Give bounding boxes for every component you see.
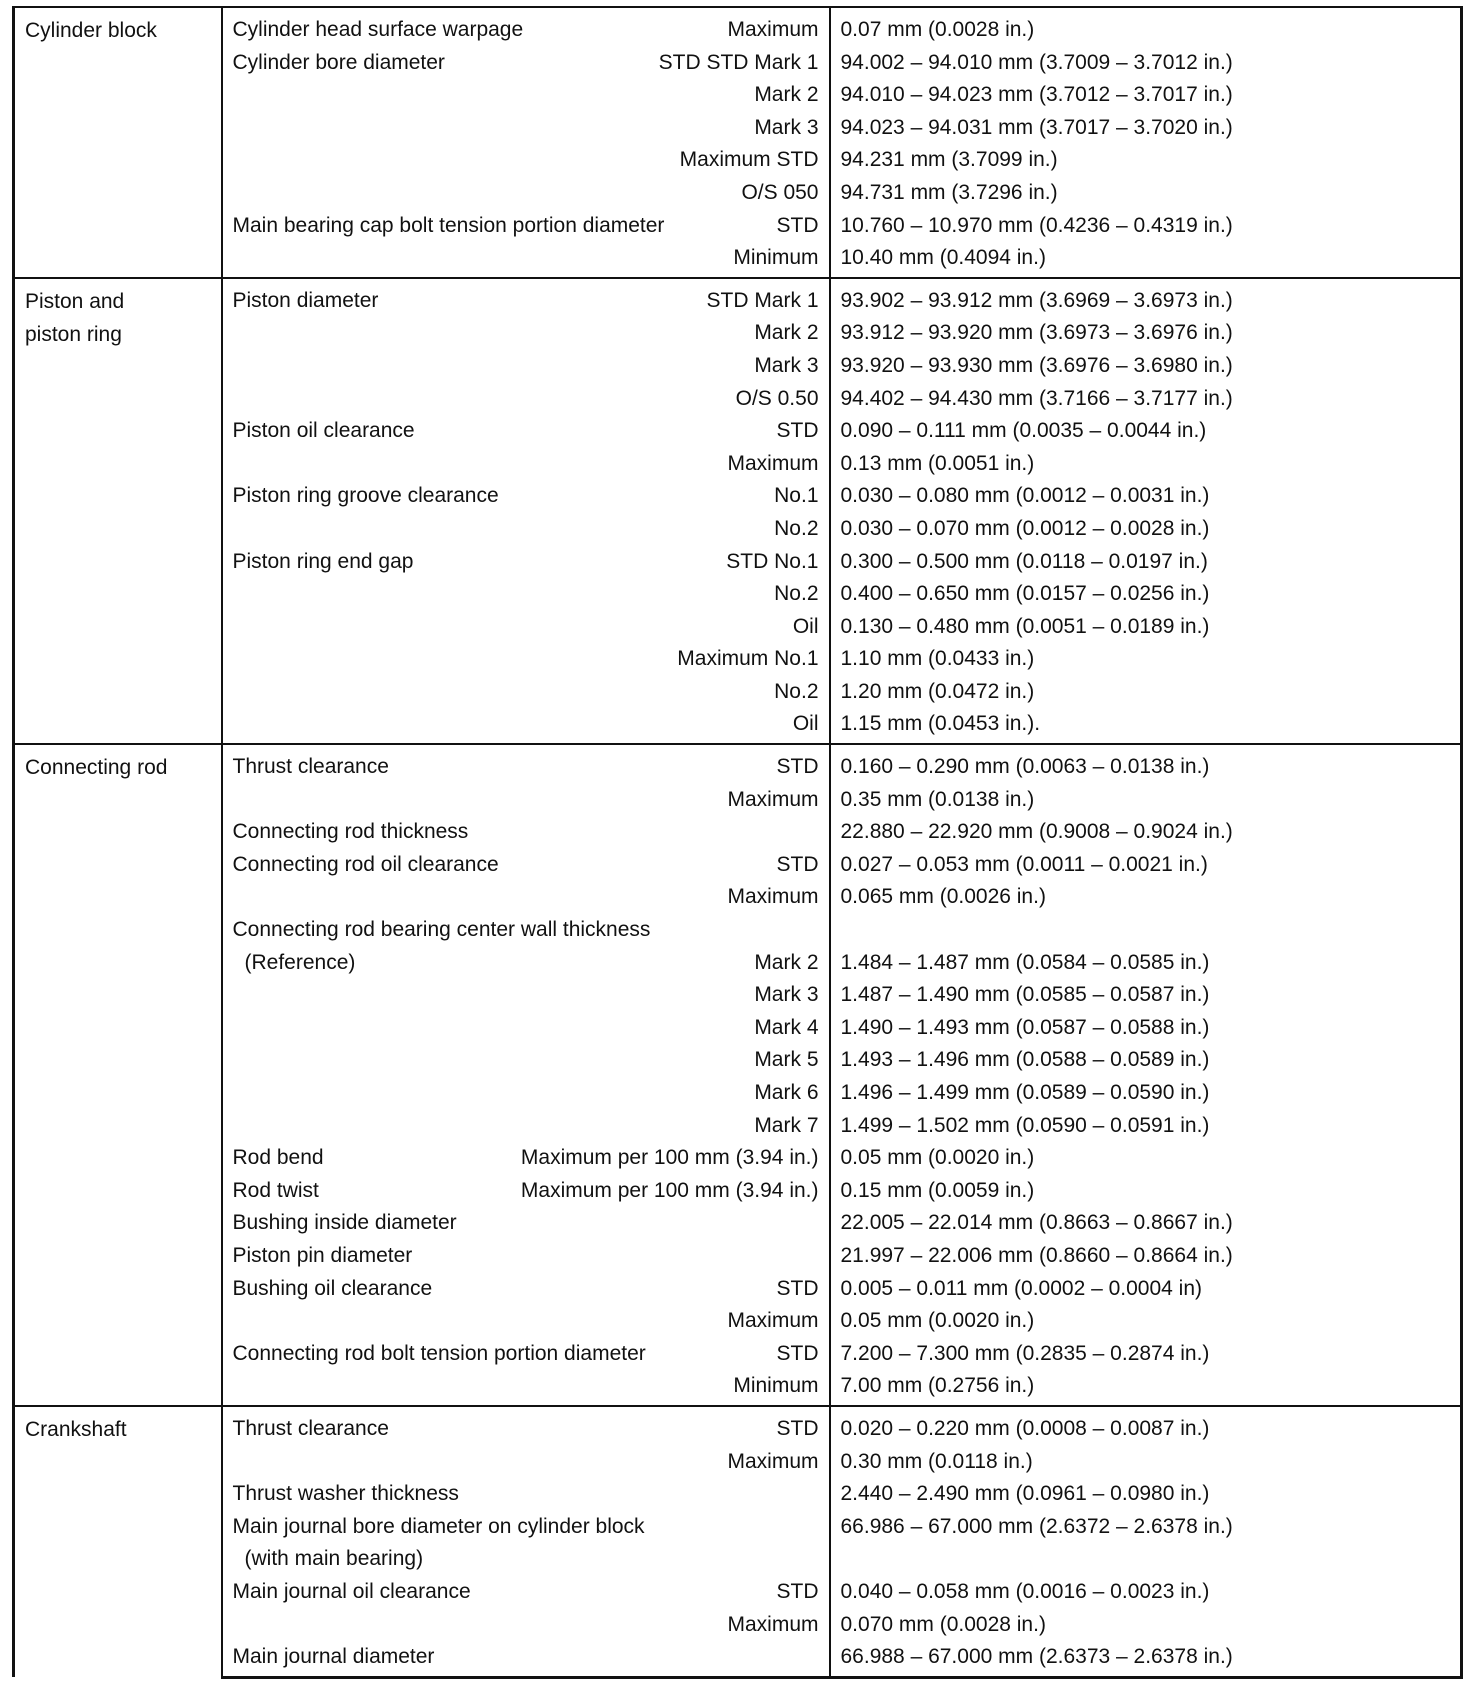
condition-label: Minimum xyxy=(733,1374,819,1398)
item-label: Connecting rod bolt tension portion diameter xyxy=(232,1341,646,1365)
spec-value: 94.002 – 94.010 mm (3.7009 – 3.7012 in.) xyxy=(830,47,1462,80)
spec-row xyxy=(14,112,1462,145)
spec-row xyxy=(14,79,1462,112)
item-line xyxy=(233,14,819,47)
spec-value: 94.231 mm (3.7099 in.) xyxy=(830,144,1462,177)
item-label: Thrust clearance xyxy=(232,755,389,779)
item-label: Main bearing cap bolt tension portion diameter xyxy=(232,213,665,237)
item-cell xyxy=(222,979,830,1012)
spec-row xyxy=(14,448,1462,481)
spec-value: 22.005 – 22.014 mm (0.8663 – 0.8667 in.) xyxy=(830,1207,1462,1240)
item-line xyxy=(233,611,819,644)
condition-label: STD xyxy=(776,1416,819,1440)
item-cell xyxy=(222,1511,830,1544)
condition-label: Maximum xyxy=(727,885,819,909)
spec-row xyxy=(14,480,1462,513)
item-cell xyxy=(222,480,830,513)
spec-value xyxy=(830,914,1462,947)
spec-value xyxy=(830,1543,1462,1576)
item-cell xyxy=(222,1478,830,1511)
spec-row xyxy=(14,914,1462,947)
item-label: Main journal oil clearance xyxy=(232,1579,471,1603)
item-cell xyxy=(222,7,830,47)
condition-label: Maximum per 100 mm (3.94 in.) xyxy=(520,1178,819,1202)
item-line xyxy=(233,350,819,383)
spec-row xyxy=(14,849,1462,882)
item-cell xyxy=(222,578,830,611)
spec-value: 7.200 – 7.300 mm (0.2835 – 0.2874 in.) xyxy=(830,1338,1462,1371)
spec-row xyxy=(14,676,1462,709)
condition-label: Maximum xyxy=(727,451,819,475)
spec-value: 0.05 mm (0.0020 in.) xyxy=(830,1305,1462,1338)
item-cell xyxy=(222,448,830,481)
item-line xyxy=(233,47,819,80)
item-line xyxy=(233,914,819,947)
item-cell xyxy=(222,676,830,709)
spec-value: 22.880 – 22.920 mm (0.9008 – 0.9024 in.) xyxy=(830,816,1462,849)
spec-value: 1.10 mm (0.0433 in.) xyxy=(830,643,1462,676)
item-cell xyxy=(222,1338,830,1371)
spec-value: 0.030 – 0.070 mm (0.0012 – 0.0028 in.) xyxy=(830,513,1462,546)
item-cell xyxy=(222,1240,830,1273)
spec-row xyxy=(14,1077,1462,1110)
spec-row xyxy=(14,1543,1462,1576)
spec-row xyxy=(14,1273,1462,1306)
spec-row xyxy=(14,1305,1462,1338)
item-line xyxy=(233,1446,819,1479)
category-label: Cylinder block xyxy=(14,7,222,278)
item-line xyxy=(233,1077,819,1110)
item-line xyxy=(233,285,819,318)
item-cell xyxy=(222,914,830,947)
item-line xyxy=(233,1012,819,1045)
spec-value: 94.402 – 94.430 mm (3.7166 – 3.7177 in.) xyxy=(830,383,1462,416)
item-label: Piston ring end gap xyxy=(232,549,414,573)
spec-value: 66.988 – 67.000 mm (2.6373 – 2.6378 in.) xyxy=(830,1641,1462,1677)
item-label: Piston oil clearance xyxy=(232,419,415,443)
item-cell xyxy=(222,144,830,177)
condition-label: Mark 2 xyxy=(754,321,819,345)
condition-label: Oil xyxy=(792,614,819,638)
item-cell xyxy=(222,1110,830,1143)
item-cell xyxy=(222,1609,830,1642)
item-line xyxy=(233,1338,819,1371)
spec-value: 94.010 – 94.023 mm (3.7012 – 3.7017 in.) xyxy=(830,79,1462,112)
item-line xyxy=(233,415,819,448)
condition-label: Mark 6 xyxy=(754,1081,819,1104)
condition-label: O/S 0.50 xyxy=(735,386,819,410)
item-line xyxy=(233,1413,819,1446)
item-line xyxy=(233,816,819,849)
spec-row xyxy=(14,1641,1462,1677)
spec-row xyxy=(14,1207,1462,1240)
item-cell xyxy=(222,210,830,243)
spec-value: 1.496 – 1.499 mm (0.0589 – 0.0590 in.) xyxy=(830,1077,1462,1110)
condition-label: STD Mark 1 xyxy=(706,288,819,312)
spec-value: 0.130 – 0.480 mm (0.0051 – 0.0189 in.) xyxy=(830,611,1462,644)
spec-value: 7.00 mm (0.2756 in.) xyxy=(830,1370,1462,1406)
spec-row xyxy=(14,546,1462,579)
item-cell xyxy=(222,513,830,546)
spec-value: 10.40 mm (0.4094 in.) xyxy=(830,242,1462,278)
condition-label: No.2 xyxy=(774,516,819,540)
spec-row xyxy=(14,1338,1462,1371)
condition-label: Mark 2 xyxy=(754,950,819,974)
item-cell xyxy=(222,1273,830,1306)
item-label: Main journal bore diameter on cylinder block xyxy=(232,1514,645,1538)
spec-value: 1.15 mm (0.0453 in.). xyxy=(830,708,1462,744)
spec-row xyxy=(14,1406,1462,1446)
item-label: (Reference) xyxy=(244,950,356,974)
spec-value: 0.027 – 0.053 mm (0.0011 – 0.0021 in.) xyxy=(830,849,1462,882)
spec-section xyxy=(14,1406,1462,1677)
spec-value: 1.493 – 1.496 mm (0.0588 – 0.0589 in.) xyxy=(830,1044,1462,1077)
condition-label: Mark 4 xyxy=(754,1015,819,1039)
item-label: Bushing inside diameter xyxy=(232,1211,457,1235)
spec-value: 0.070 mm (0.0028 in.) xyxy=(830,1609,1462,1642)
spec-row xyxy=(14,708,1462,744)
item-line xyxy=(233,708,819,741)
item-line xyxy=(233,210,819,243)
condition-label: Maximum xyxy=(727,1309,819,1333)
spec-value: 0.160 – 0.290 mm (0.0063 – 0.0138 in.) xyxy=(830,744,1462,784)
item-cell xyxy=(222,1543,830,1576)
item-line xyxy=(233,1511,819,1544)
item-label: Main journal diameter xyxy=(232,1645,435,1669)
category-label: Piston and piston ring xyxy=(14,278,222,744)
spec-row xyxy=(14,1609,1462,1642)
spec-value: 10.760 – 10.970 mm (0.4236 – 0.4319 in.) xyxy=(830,210,1462,243)
spec-row xyxy=(14,643,1462,676)
condition-label: Maximum No.1 xyxy=(677,647,819,671)
spec-value: 66.986 – 67.000 mm (2.6372 – 2.6378 in.) xyxy=(830,1511,1462,1544)
spec-value: 93.912 – 93.920 mm (3.6973 – 3.6976 in.) xyxy=(830,317,1462,350)
spec-row xyxy=(14,47,1462,80)
item-line xyxy=(233,1207,819,1240)
condition-label: Maximum per 100 mm (3.94 in.) xyxy=(520,1146,819,1170)
item-line xyxy=(233,1273,819,1306)
item-line xyxy=(233,1543,819,1576)
spec-value: 0.300 – 0.500 mm (0.0118 – 0.0197 in.) xyxy=(830,546,1462,579)
item-cell xyxy=(222,881,830,914)
item-label: Connecting rod bearing center wall thickness xyxy=(232,918,651,942)
item-label: Piston diameter xyxy=(232,288,379,312)
item-line xyxy=(233,1576,819,1609)
item-cell xyxy=(222,1305,830,1338)
item-line xyxy=(233,546,819,579)
condition-label: Mark 3 xyxy=(754,115,819,139)
item-line xyxy=(233,513,819,546)
item-line xyxy=(233,676,819,709)
spec-row xyxy=(14,278,1462,318)
item-line xyxy=(233,1305,819,1338)
spec-row xyxy=(14,210,1462,243)
item-label: Cylinder head surface warpage xyxy=(232,18,524,41)
item-label: Rod twist xyxy=(232,1178,319,1202)
item-cell xyxy=(222,1044,830,1077)
spec-value: 0.065 mm (0.0026 in.) xyxy=(830,881,1462,914)
spec-row xyxy=(14,317,1462,350)
item-cell xyxy=(222,79,830,112)
condition-label: Maximum xyxy=(727,1612,819,1636)
spec-row xyxy=(14,1370,1462,1406)
item-line xyxy=(233,317,819,350)
item-label: Rod bend xyxy=(232,1146,324,1170)
item-line xyxy=(233,751,819,784)
item-cell xyxy=(222,47,830,80)
item-cell xyxy=(222,1207,830,1240)
item-line xyxy=(233,1044,819,1077)
item-cell xyxy=(222,947,830,980)
item-line xyxy=(233,79,819,112)
item-line xyxy=(233,1110,819,1143)
condition-label: No.1 xyxy=(774,484,819,508)
spec-value: 93.902 – 93.912 mm (3.6969 – 3.6973 in.) xyxy=(830,278,1462,318)
spec-row xyxy=(14,784,1462,817)
spec-value: 0.020 – 0.220 mm (0.0008 – 0.0087 in.) xyxy=(830,1406,1462,1446)
item-line xyxy=(233,1641,819,1674)
condition-label: Mark 3 xyxy=(754,983,819,1007)
item-line xyxy=(233,480,819,513)
spec-row xyxy=(14,979,1462,1012)
item-label: Piston pin diameter xyxy=(232,1243,413,1267)
item-cell xyxy=(222,1406,830,1446)
item-line xyxy=(233,1370,819,1403)
spec-row xyxy=(14,611,1462,644)
item-line xyxy=(233,1175,819,1208)
condition-label: Mark 5 xyxy=(754,1048,819,1072)
condition-label: STD xyxy=(776,213,819,237)
spec-value: 0.35 mm (0.0138 in.) xyxy=(830,784,1462,817)
condition-label: Maximum xyxy=(727,787,819,811)
spec-value: 0.040 – 0.058 mm (0.0016 – 0.0023 in.) xyxy=(830,1576,1462,1609)
item-line xyxy=(233,578,819,611)
condition-label: No.2 xyxy=(774,582,819,606)
item-cell xyxy=(222,112,830,145)
spec-row xyxy=(14,513,1462,546)
item-line xyxy=(233,177,819,210)
item-line xyxy=(233,979,819,1012)
item-label: (with main bearing) xyxy=(244,1547,424,1571)
spec-row xyxy=(14,1175,1462,1208)
item-cell xyxy=(222,546,830,579)
item-label: Thrust clearance xyxy=(232,1416,389,1440)
spec-value: 0.005 – 0.011 mm (0.0002 – 0.0004 in) xyxy=(830,1273,1462,1306)
spec-value: 0.090 – 0.111 mm (0.0035 – 0.0044 in.) xyxy=(830,415,1462,448)
item-cell xyxy=(222,1446,830,1479)
spec-row xyxy=(14,744,1462,784)
spec-row xyxy=(14,947,1462,980)
condition-label: STD No.1 xyxy=(726,549,819,573)
item-cell xyxy=(222,1012,830,1045)
item-cell xyxy=(222,350,830,383)
spec-value: 93.920 – 93.930 mm (3.6976 – 3.6980 in.) xyxy=(830,350,1462,383)
condition-label: STD xyxy=(776,1276,819,1300)
item-line xyxy=(233,1240,819,1273)
spec-section xyxy=(14,7,1462,278)
item-cell xyxy=(222,177,830,210)
spec-value: 2.440 – 2.490 mm (0.0961 – 0.0980 in.) xyxy=(830,1478,1462,1511)
spec-value: 1.499 – 1.502 mm (0.0590 – 0.0591 in.) xyxy=(830,1110,1462,1143)
item-line xyxy=(233,1609,819,1642)
spec-row xyxy=(14,350,1462,383)
spec-row xyxy=(14,177,1462,210)
spec-table xyxy=(12,6,1463,1679)
condition-label: No.2 xyxy=(774,679,819,703)
spec-value: 94.023 – 94.031 mm (3.7017 – 3.7020 in.) xyxy=(830,112,1462,145)
item-cell xyxy=(222,278,830,318)
condition-label: STD xyxy=(776,755,819,779)
condition-label: Mark 2 xyxy=(754,83,819,107)
condition-label: STD STD Mark 1 xyxy=(658,50,819,74)
spec-value: 0.030 – 0.080 mm (0.0012 – 0.0031 in.) xyxy=(830,480,1462,513)
spec-value: 1.487 – 1.490 mm (0.0585 – 0.0587 in.) xyxy=(830,979,1462,1012)
item-cell xyxy=(222,611,830,644)
condition-label: Mark 3 xyxy=(754,353,819,377)
item-line xyxy=(233,643,819,676)
category-label: Connecting rod xyxy=(14,744,222,1406)
item-line xyxy=(233,448,819,481)
item-cell xyxy=(222,744,830,784)
spec-row xyxy=(14,1110,1462,1143)
spec-value: 21.997 – 22.006 mm (0.8660 – 0.8664 in.) xyxy=(830,1240,1462,1273)
spec-value: 1.484 – 1.487 mm (0.0584 – 0.0585 in.) xyxy=(830,947,1462,980)
spec-row xyxy=(14,383,1462,416)
condition-label: Mark 7 xyxy=(754,1113,819,1137)
spec-value: 0.13 mm (0.0051 in.) xyxy=(830,448,1462,481)
item-label: Connecting rod thickness xyxy=(232,820,469,844)
spec-row xyxy=(14,1044,1462,1077)
spec-section xyxy=(14,744,1462,1406)
item-line xyxy=(233,144,819,177)
item-label: Piston ring groove clearance xyxy=(232,484,499,508)
spec-row xyxy=(14,881,1462,914)
condition-label: Oil xyxy=(792,712,819,736)
item-cell xyxy=(222,708,830,744)
condition-label: Minimum xyxy=(733,246,819,270)
item-line xyxy=(233,1142,819,1175)
item-cell xyxy=(222,1142,830,1175)
spec-row xyxy=(14,415,1462,448)
item-line xyxy=(233,383,819,416)
item-line xyxy=(233,784,819,817)
spec-value: 0.400 – 0.650 mm (0.0157 – 0.0256 in.) xyxy=(830,578,1462,611)
spec-value: 1.20 mm (0.0472 in.) xyxy=(830,676,1462,709)
spec-value: 0.30 mm (0.0118 in.) xyxy=(830,1446,1462,1479)
condition-label: STD xyxy=(776,1341,819,1365)
spec-row xyxy=(14,816,1462,849)
item-line xyxy=(233,947,819,980)
spec-value: 0.07 mm (0.0028 in.) xyxy=(830,7,1462,47)
item-label: Bushing oil clearance xyxy=(232,1276,433,1300)
spec-row xyxy=(14,1478,1462,1511)
spec-row xyxy=(14,7,1462,47)
item-label: Thrust washer thickness xyxy=(232,1482,459,1506)
item-line xyxy=(233,112,819,145)
category-label: Crankshaft xyxy=(14,1406,222,1677)
item-cell xyxy=(222,816,830,849)
spec-row xyxy=(14,242,1462,278)
condition-label: STD xyxy=(776,852,819,876)
spec-row xyxy=(14,1142,1462,1175)
item-cell xyxy=(222,1370,830,1406)
item-cell xyxy=(222,849,830,882)
condition-label: O/S 050 xyxy=(741,180,819,204)
spec-row xyxy=(14,1576,1462,1609)
item-cell xyxy=(222,1077,830,1110)
condition-label: STD xyxy=(776,1579,819,1603)
item-line xyxy=(233,1478,819,1511)
condition-label: STD xyxy=(776,419,819,443)
spec-row xyxy=(14,144,1462,177)
spec-row xyxy=(14,1446,1462,1479)
condition-label: Maximum xyxy=(727,1449,819,1473)
item-cell xyxy=(222,1641,830,1677)
spec-value: 94.731 mm (3.7296 in.) xyxy=(830,177,1462,210)
spec-row xyxy=(14,1511,1462,1544)
item-label: Cylinder bore diameter xyxy=(232,50,445,74)
item-cell xyxy=(222,415,830,448)
item-cell xyxy=(222,643,830,676)
spec-section xyxy=(14,278,1462,744)
spec-value: 1.490 – 1.493 mm (0.0587 – 0.0588 in.) xyxy=(830,1012,1462,1045)
spec-value: 0.15 mm (0.0059 in.) xyxy=(830,1175,1462,1208)
spec-value: 0.05 mm (0.0020 in.) xyxy=(830,1142,1462,1175)
condition-label: Maximum xyxy=(727,18,819,41)
item-cell xyxy=(222,242,830,278)
item-cell xyxy=(222,1175,830,1208)
spec-row xyxy=(14,1012,1462,1045)
item-cell xyxy=(222,784,830,817)
item-line xyxy=(233,881,819,914)
condition-label: Maximum STD xyxy=(679,148,819,172)
item-cell xyxy=(222,1576,830,1609)
item-line xyxy=(233,849,819,882)
spec-row xyxy=(14,578,1462,611)
spec-row xyxy=(14,1240,1462,1273)
item-line xyxy=(233,242,819,275)
item-cell xyxy=(222,383,830,416)
item-cell xyxy=(222,317,830,350)
item-label: Connecting rod oil clearance xyxy=(232,852,499,876)
